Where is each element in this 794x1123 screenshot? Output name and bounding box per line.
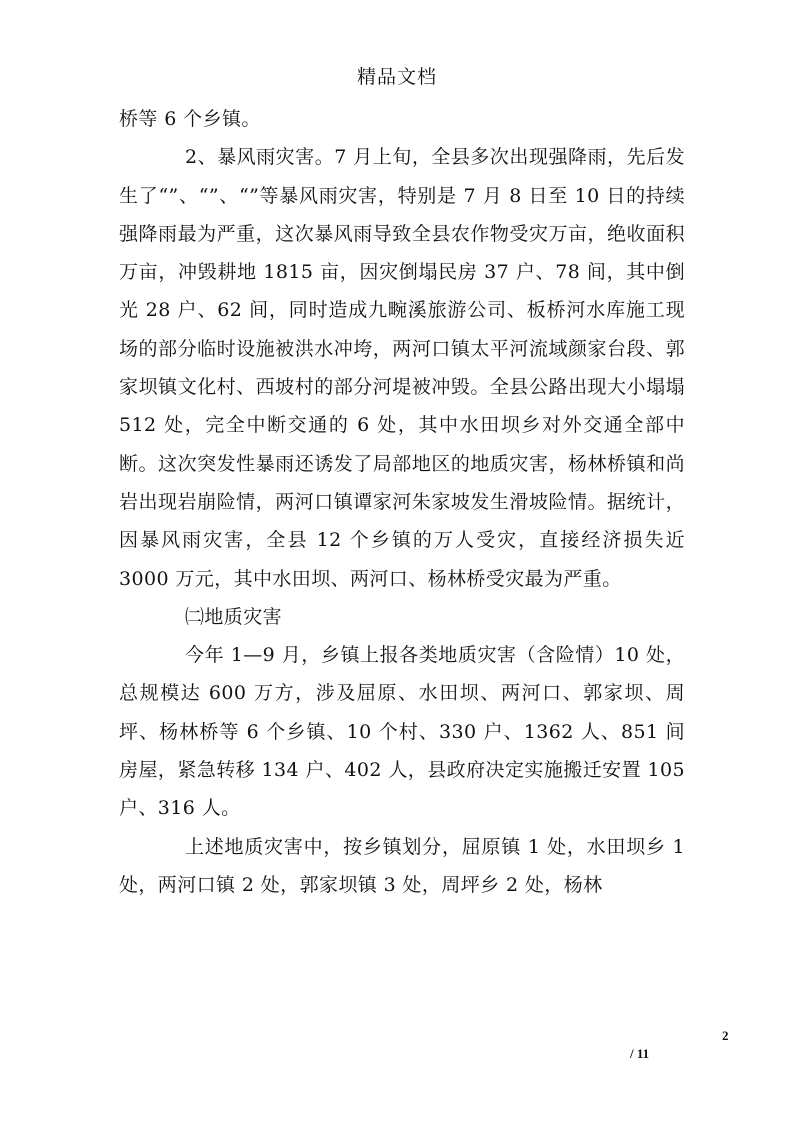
paragraph-geologic-summary: 今年 1—9 月，乡镇上报各类地质灾害（含险情）10 处，总规模达 600 万方，涉及屈原、水田坝、两河口、郭家坝、周坪、杨林桥等 6 个乡镇、10 个村、330 户、1362 人、851 间房屋，紧急转移 134 户、402 人，县政府决定实施搬迁安置 105 户、316 人。 — [119, 644, 685, 820]
page-number: 2 — [722, 1028, 729, 1043]
document-header-title: 精品文档 — [356, 66, 437, 88]
paragraph-continuation: 桥等 6 个乡镇。 — [119, 108, 261, 130]
section-heading-geologic-disaster: ㈡地质灾害 — [185, 605, 283, 628]
page-total: / 11 — [630, 1046, 650, 1061]
paragraph-storm-disaster: 2、暴风雨灾害。7 月上旬，全县多次出现强降雨，先后发生了“”、“”、“”等暴风雨灾害，特别是 7 月 8 日至 10 日的持续强降雨最为严重，这次暴风雨导致全县农作物受灾万亩，绝收面积万亩，冲毁耕地 1815 亩，因灾倒塌民房 37 户、78 间，其中倒光 28 户、62 间，同时造成九畹溪旅游公司、板桥河水库施工现场的部分临时设施被洪水冲垮，两河口镇太平河流域颜家台段、郭家坝镇文化村、西坡村的部分河堤被冲毁。全县公路出现大小塌塌 512 处，完全中断交通的 6 处，其中水田坝乡对外交通全部中断。这次突发性暴雨还诱发了局部地区的地质灾害，杨林桥镇和尚岩出现岩崩险情，两河口镇谭家河朱家坡发生滑坡险情。据统计，因暴风雨灾害，全县 12 个乡镇的万人受灾，直接经济损失近 3000 万元，其中水田坝、两河口、杨林桥受灾最为严重。 — [119, 146, 685, 590]
document-body — [119, 100, 685, 904]
paragraph-geologic-by-town: 上述地质灾害中，按乡镇划分，屈原镇 1 处，水田坝乡 1 处，两河口镇 2 处，郭家坝镇 3 处，周坪乡 2 处，杨林 — [119, 835, 685, 896]
